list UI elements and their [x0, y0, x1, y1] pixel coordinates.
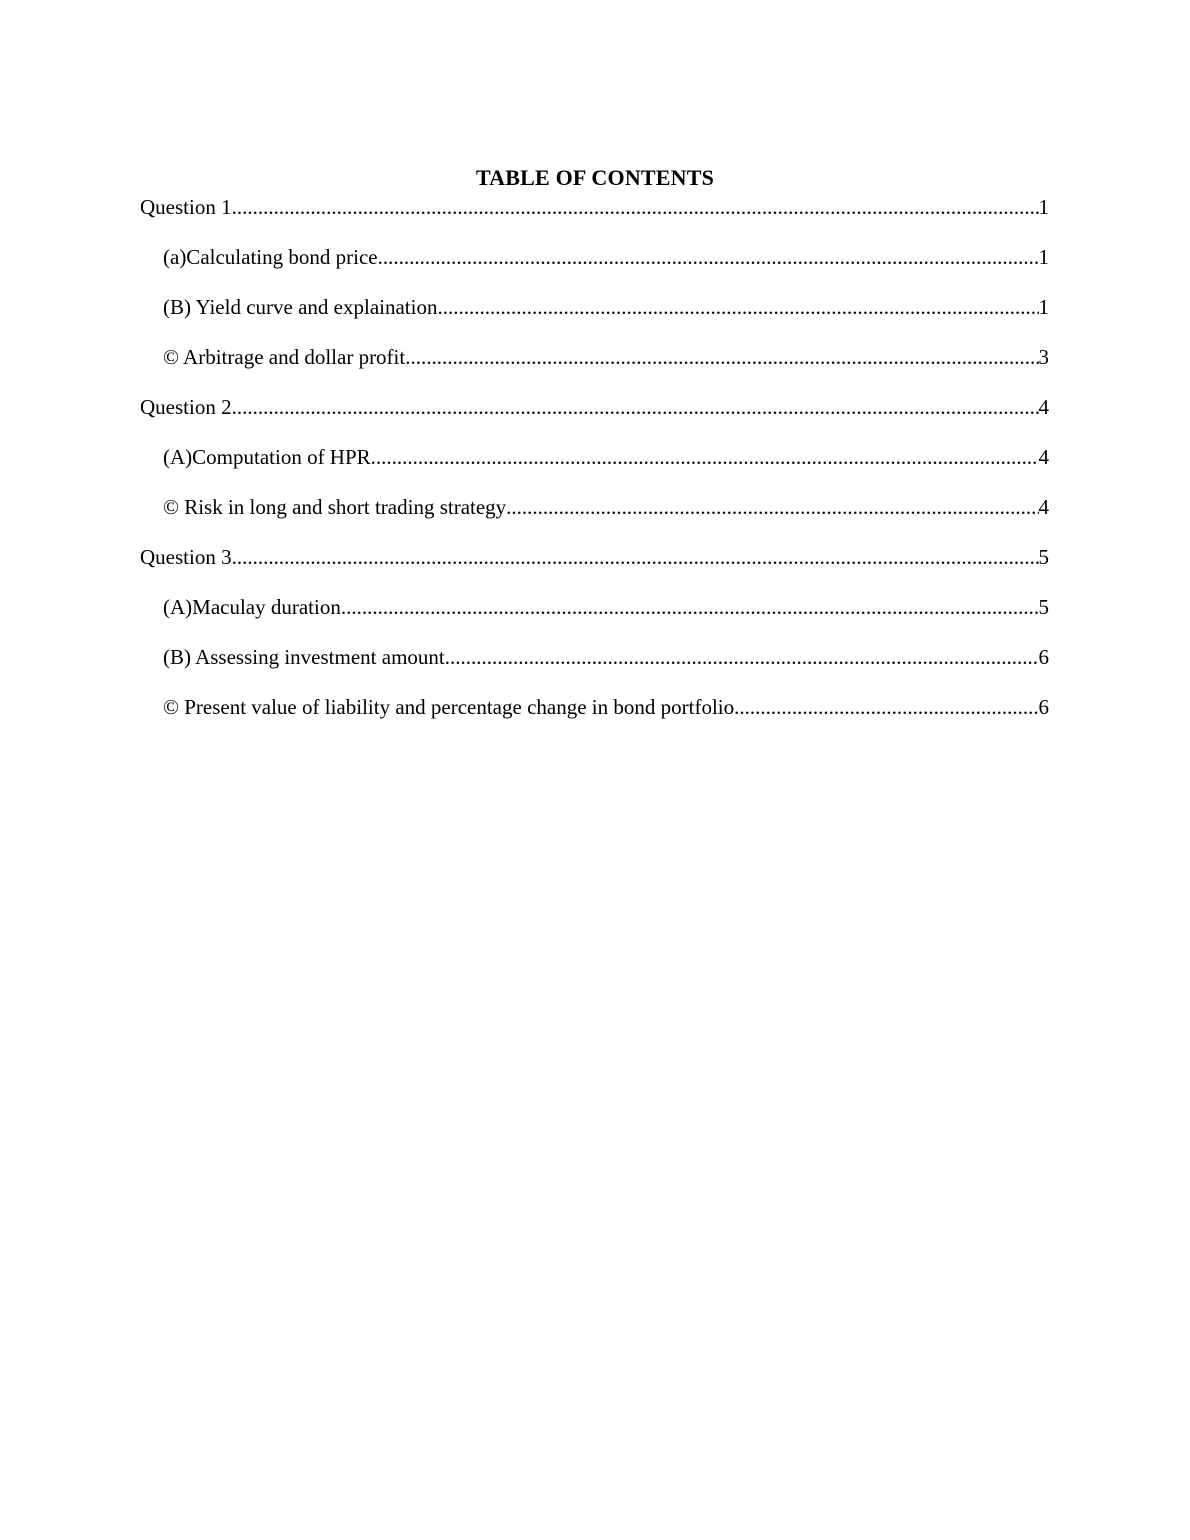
toc-entry-label: © Arbitrage and dollar profit — [163, 345, 406, 369]
toc-entry-page-number: 5 — [1038, 595, 1049, 619]
toc-dot-leader — [232, 193, 1039, 221]
toc-entry-page-number: 4 — [1038, 445, 1049, 469]
toc-list — [140, 193, 1049, 743]
toc-entry-yield-curve[interactable] — [140, 293, 1049, 343]
toc-entry-label: (B) Assessing investment amount — [163, 645, 445, 669]
toc-entry-page-number: 1 — [1038, 295, 1049, 319]
toc-entry-label: (B) Yield curve and explaination — [163, 295, 438, 319]
toc-entry-risk-trading-strategy[interactable] — [140, 493, 1049, 543]
toc-entry-computation-of-hpr[interactable] — [140, 443, 1049, 493]
toc-dot-leader — [232, 393, 1039, 421]
toc-entry-arbitrage[interactable] — [140, 343, 1049, 393]
toc-entry-maculay-duration[interactable] — [140, 593, 1049, 643]
toc-entry-page-number: 1 — [1038, 245, 1049, 269]
toc-entry-page-number: 1 — [1038, 195, 1049, 219]
toc-entry-page-number: 6 — [1038, 645, 1049, 669]
toc-entry-label: Question 1 — [140, 195, 232, 219]
toc-entry-page-number: 6 — [1038, 695, 1049, 719]
toc-entry-label: (A)Computation of HPR — [163, 445, 371, 469]
toc-title: TABLE OF CONTENTS — [475, 165, 715, 190]
toc-entry-label: (A)Maculay duration — [163, 595, 341, 619]
toc-entry-assessing-investment[interactable] — [140, 643, 1049, 693]
toc-dot-leader — [371, 443, 1039, 471]
toc-entry-question-3[interactable] — [140, 543, 1049, 593]
toc-dot-leader — [437, 293, 1038, 321]
toc-entry-label: Question 2 — [140, 395, 232, 419]
toc-entry-label: © Risk in long and short trading strategy — [163, 495, 507, 519]
toc-dot-leader — [445, 643, 1039, 671]
toc-entry-label: (a)Calculating bond price — [163, 245, 378, 269]
toc-dot-leader — [378, 243, 1039, 271]
toc-entry-question-2[interactable] — [140, 393, 1049, 443]
toc-dot-leader — [341, 593, 1039, 621]
toc-entry-question-1[interactable] — [140, 193, 1049, 243]
toc-entry-label: Question 3 — [140, 545, 232, 569]
toc-entry-label: © Present value of liability and percentage change in bond portfolio — [163, 695, 735, 719]
toc-entry-page-number: 3 — [1038, 345, 1049, 369]
toc-entry-present-value-liability[interactable] — [140, 693, 1049, 743]
toc-dot-leader — [734, 693, 1038, 721]
toc-entry-page-number: 5 — [1038, 545, 1049, 569]
toc-dot-leader — [506, 493, 1038, 521]
toc-dot-leader — [232, 543, 1039, 571]
toc-entry-page-number: 4 — [1038, 495, 1049, 519]
toc-dot-leader — [405, 343, 1038, 371]
toc-entry-calculating-bond-price[interactable] — [140, 243, 1049, 293]
toc-entry-page-number: 4 — [1038, 395, 1049, 419]
